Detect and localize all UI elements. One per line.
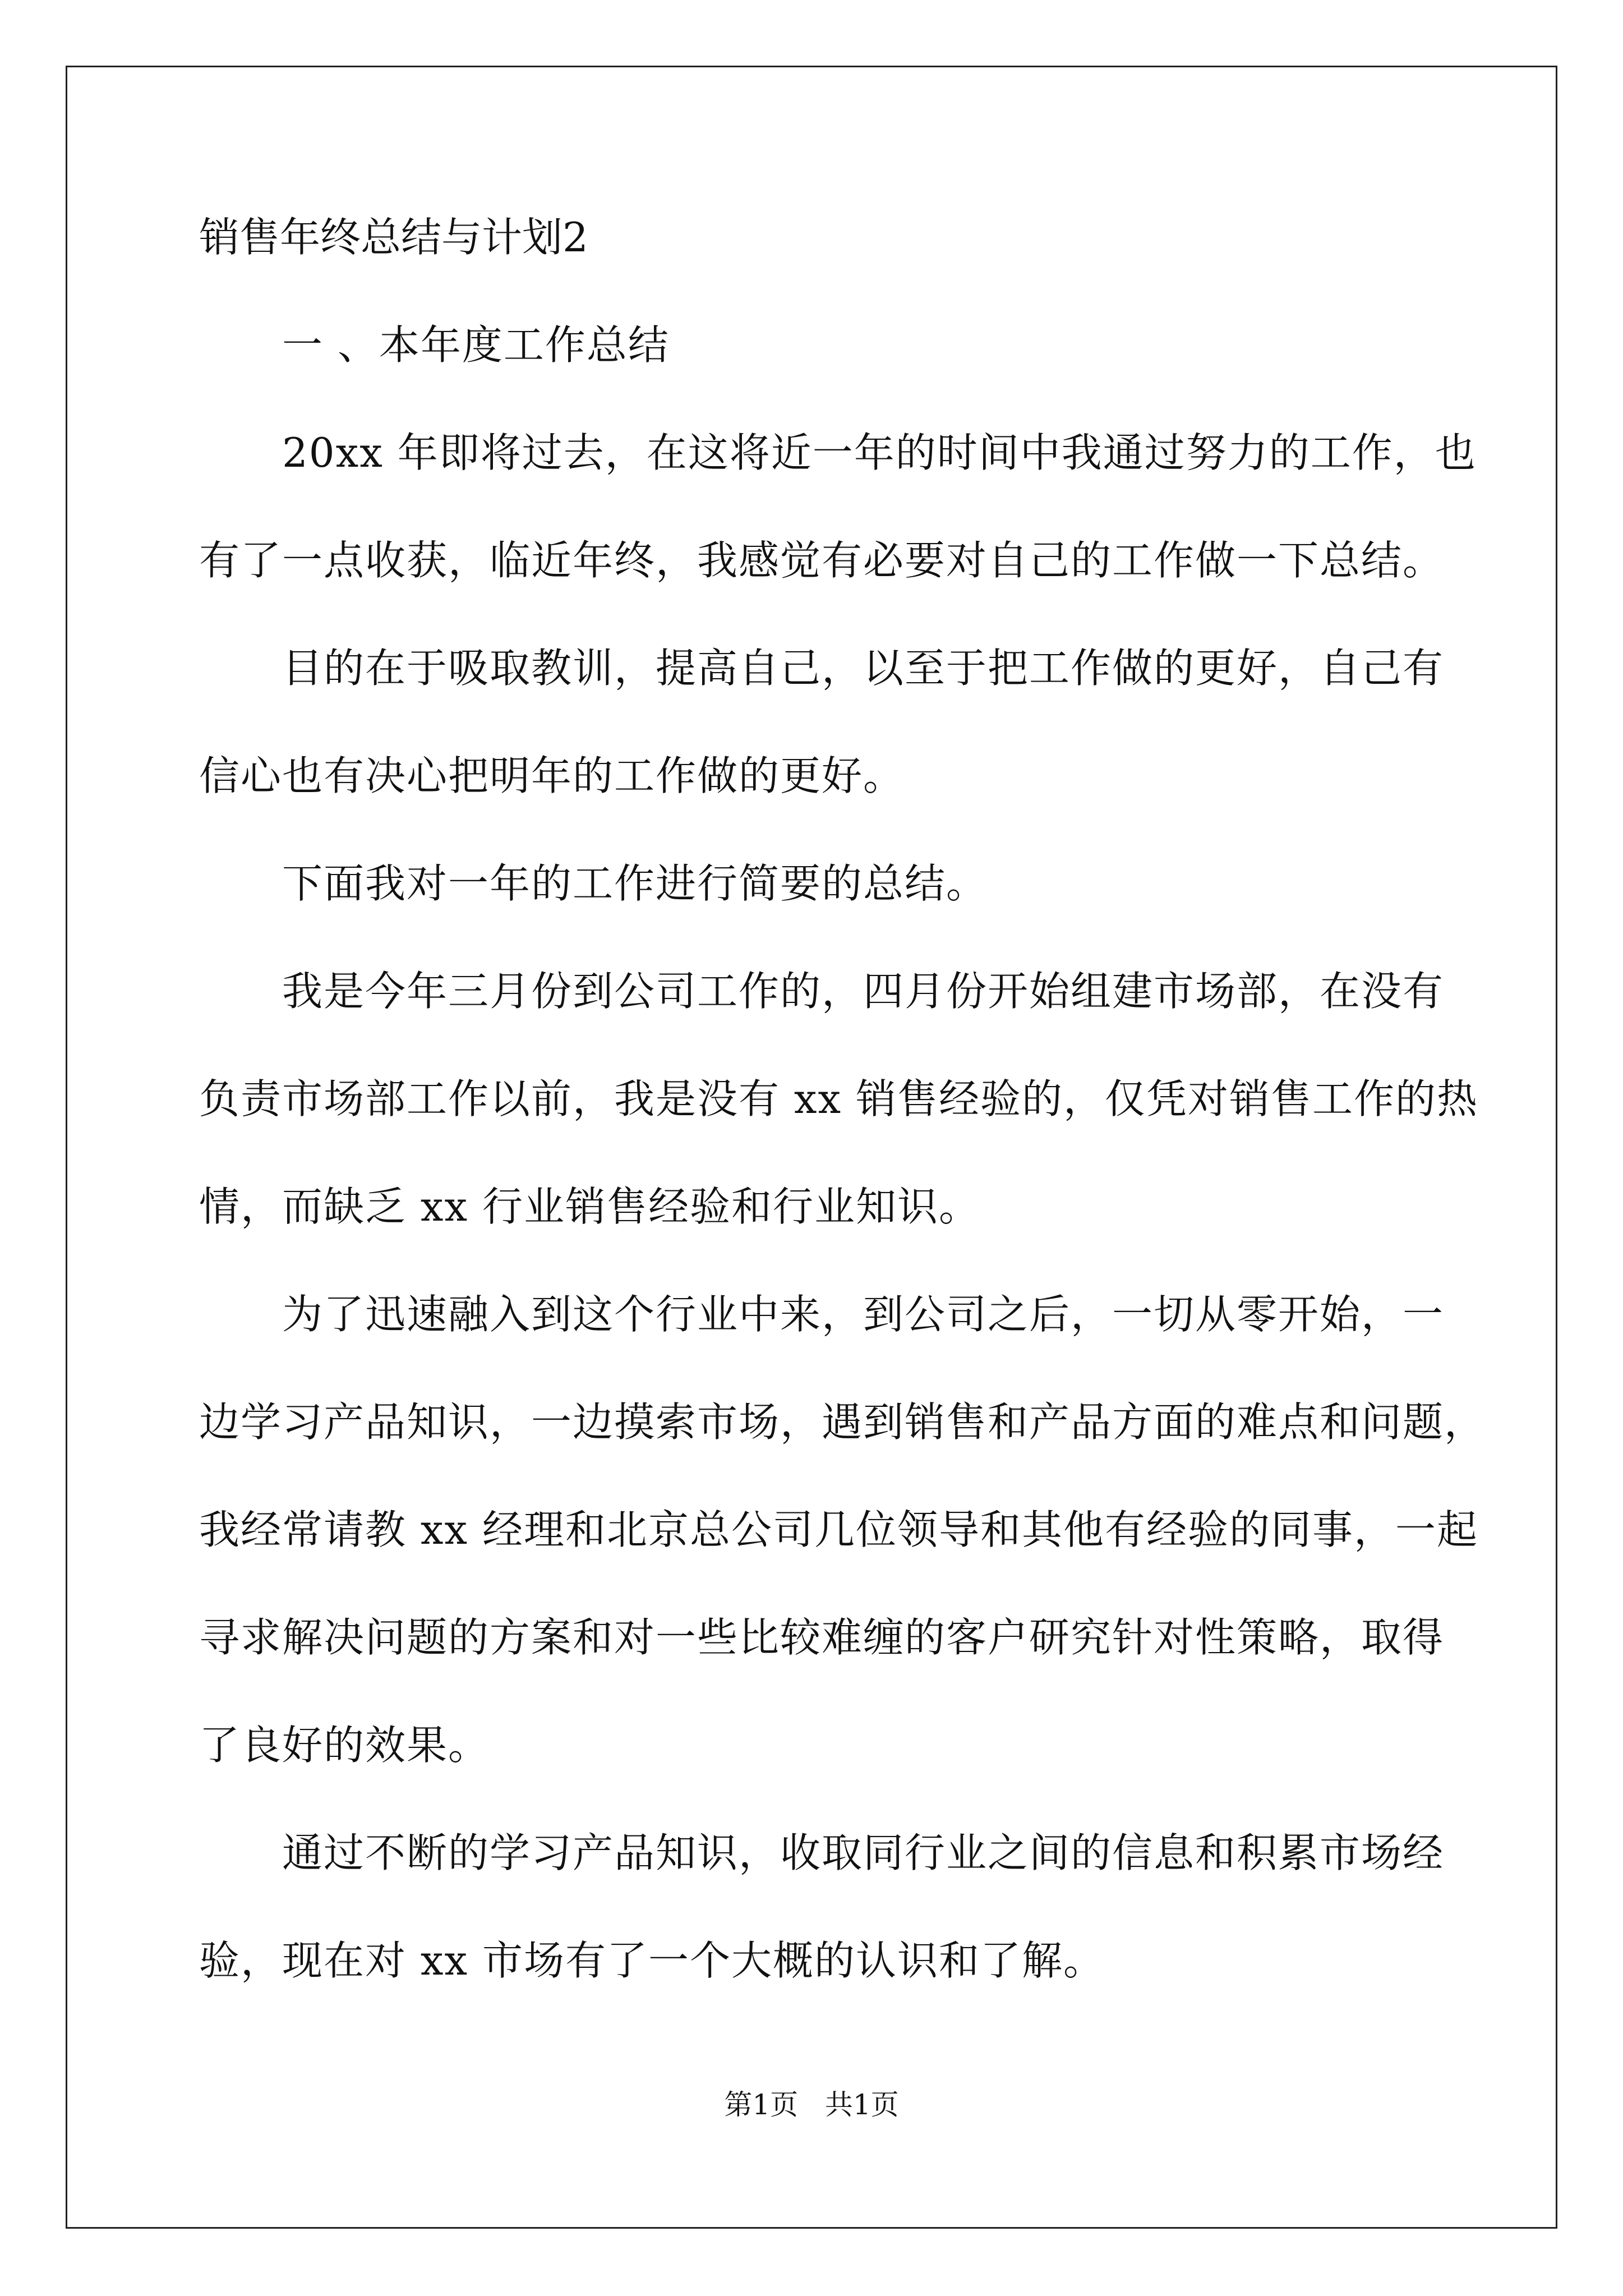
paragraph-line: 信心也有决心把明年的工作做的更好。 — [199, 752, 905, 799]
page-number-footer: 第1页 共1页 — [724, 2088, 899, 2121]
paragraph-line: 了良好的效果。 — [199, 1722, 490, 1769]
paragraph-1 — [199, 426, 1477, 587]
paragraph-6 — [199, 1826, 1445, 1987]
paragraph-line: 负责市场部工作以前，我是没有 xx 销售经验的，仅凭对销售工作的热 — [199, 1075, 1478, 1122]
paragraph-line: 验，现在对 xx 市场有了一个大概的认识和了解。 — [199, 1937, 1105, 1984]
paragraph-5 — [199, 1287, 1486, 1772]
section-heading: 一 、本年度工作总结 — [282, 321, 670, 369]
document-body — [199, 210, 1486, 2041]
document-title: 销售年终总结与计划2 — [199, 214, 588, 261]
paragraph-line: 为了迅速融入到这个行业中来，到公司之后，一切从零开始，一 — [282, 1291, 1445, 1338]
paragraph-line: 有了一点收获，临近年终，我感觉有必要对自己的工作做一下总结。 — [199, 537, 1445, 584]
paragraph-2 — [199, 641, 1445, 803]
paragraph-line: 边学习产品知识，一边摸索市场，遇到销售和产品方面的难点和问题， — [199, 1398, 1486, 1446]
paragraph-line: 通过不断的学习产品知识，收取同行业之间的信息和积累市场经 — [282, 1829, 1445, 1876]
paragraph-line: 下面我对一年的工作进行简要的总结。 — [282, 860, 988, 907]
paragraph-line: 我经常请教 xx 经理和北京总公司几位领导和其他有经验的同事，一起 — [199, 1506, 1478, 1553]
paragraph-line: 寻求解决问题的方案和对一些比较难缠的客户研究针对性策略，取得 — [199, 1614, 1445, 1661]
paragraph-4 — [199, 964, 1478, 1234]
paragraph-3 — [199, 857, 1433, 910]
paragraph-line: 20xx 年即将过去，在这将近一年的时间中我通过努力的工作，也 — [282, 429, 1477, 476]
paragraph-line: 目的在于吸取教训，提高自己，以至于把工作做的更好，自己有 — [282, 645, 1445, 692]
paragraph-line: 我是今年三月份到公司工作的，四月份开始组建市场部，在没有 — [282, 968, 1445, 1015]
paragraph-line: 情，而缺乏 xx 行业销售经验和行业知识。 — [199, 1183, 980, 1230]
